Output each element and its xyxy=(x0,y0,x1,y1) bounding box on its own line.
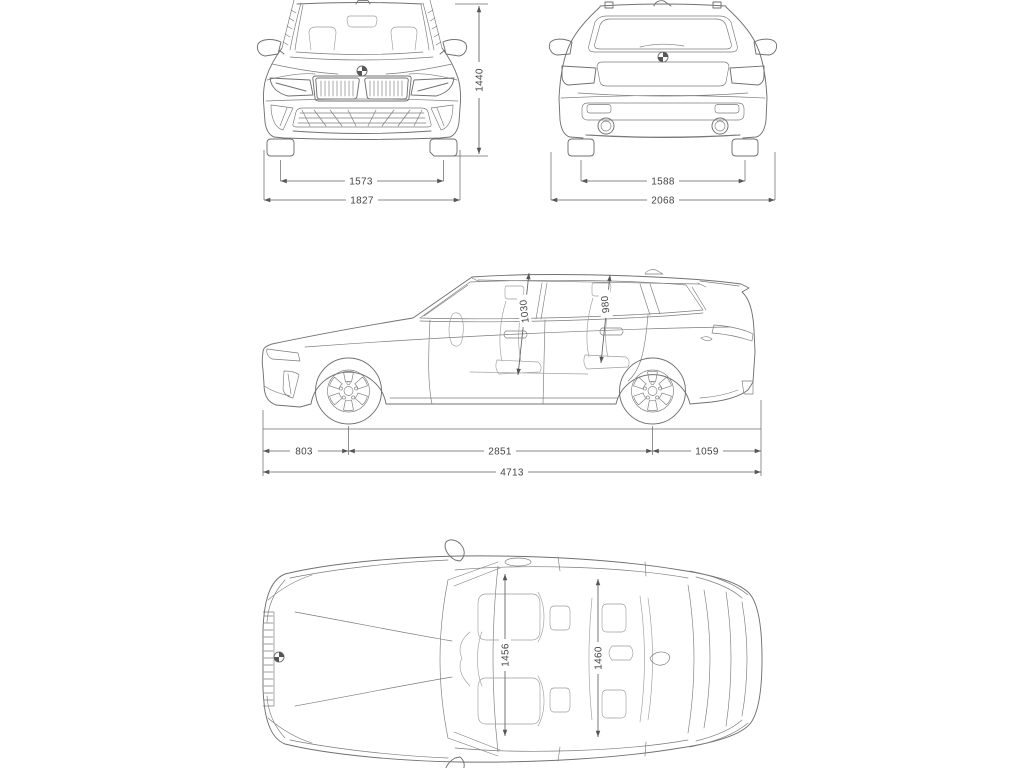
top-front-details xyxy=(263,560,452,758)
bmw-roundel-top-icon xyxy=(274,652,284,662)
grille-outline xyxy=(313,76,411,101)
rear-window xyxy=(589,16,738,52)
kidney-grille xyxy=(313,76,411,101)
top-roof-seam-oval xyxy=(505,558,531,566)
dim-front-track xyxy=(281,160,444,188)
dim-rear-overhang xyxy=(653,447,762,458)
front-overhang-label: 803 xyxy=(295,446,313,458)
dim-overall-length xyxy=(263,468,761,479)
rear-body-sides xyxy=(559,7,767,138)
front-headrests xyxy=(309,27,417,50)
front-roofline xyxy=(297,1,422,4)
overall-width-label: 1827 xyxy=(350,195,374,207)
dim-rear-interior-width xyxy=(592,579,605,737)
front-headlights xyxy=(270,78,454,96)
rear-interior-width-label: 1460 xyxy=(593,646,605,670)
side-silhouette xyxy=(262,275,755,407)
rear-roofline xyxy=(600,1,726,8)
rear-view xyxy=(549,1,776,207)
side-dimension-baseline xyxy=(263,400,761,476)
front-mirrors xyxy=(257,40,466,56)
front-windshield xyxy=(290,5,433,60)
top-mirrors xyxy=(445,540,464,768)
overall-length-label: 4713 xyxy=(500,467,524,479)
bmw-roundel-rear-icon xyxy=(658,52,668,62)
front-headroom-label: 1030 xyxy=(518,299,532,324)
dim-front-interior-width xyxy=(499,574,512,736)
top-rear-details xyxy=(650,571,748,747)
rear-headroom-label: 980 xyxy=(599,294,613,314)
rear-exhaust-tips xyxy=(598,118,728,134)
front-a-pillars xyxy=(282,0,442,50)
length-extension-lines xyxy=(263,400,761,476)
top-outline xyxy=(263,556,762,762)
front-interior-width-label: 1456 xyxy=(500,643,512,667)
top-interior xyxy=(460,592,652,726)
front-bumper-mesh xyxy=(298,110,426,126)
rear-wheels xyxy=(568,139,758,156)
front-cabin-mirror xyxy=(347,16,377,27)
side-glasshouse xyxy=(420,280,706,321)
front-view xyxy=(257,0,488,207)
front-bumper-details xyxy=(266,99,458,130)
top-side-lines xyxy=(455,557,688,761)
wheelbase-label: 2851 xyxy=(488,446,512,458)
dim-wheelbase xyxy=(349,447,653,458)
overall-width-extensions xyxy=(264,150,460,200)
rear-tail-lights xyxy=(562,66,764,85)
dim-front-overhang xyxy=(263,447,349,458)
rear-bumper xyxy=(582,103,744,137)
bmw-roundel-front-icon xyxy=(357,66,367,76)
grille-slats xyxy=(321,81,402,96)
top-windshield xyxy=(440,562,500,756)
dim-overall-height xyxy=(452,4,488,156)
dim-rear-track xyxy=(581,160,745,188)
mirror-width-label: 2068 xyxy=(651,195,675,207)
front-wheel xyxy=(316,358,382,424)
side-roof-details xyxy=(472,270,739,287)
rear-overhang-label: 1059 xyxy=(695,446,719,458)
side-view xyxy=(262,270,761,479)
front-track-label: 1573 xyxy=(349,176,373,188)
front-wheels xyxy=(267,139,457,156)
overall-height-label: 1440 xyxy=(474,68,486,92)
rear-track-label: 1588 xyxy=(651,176,675,188)
rear-wheel xyxy=(620,358,686,424)
top-view xyxy=(263,540,762,768)
